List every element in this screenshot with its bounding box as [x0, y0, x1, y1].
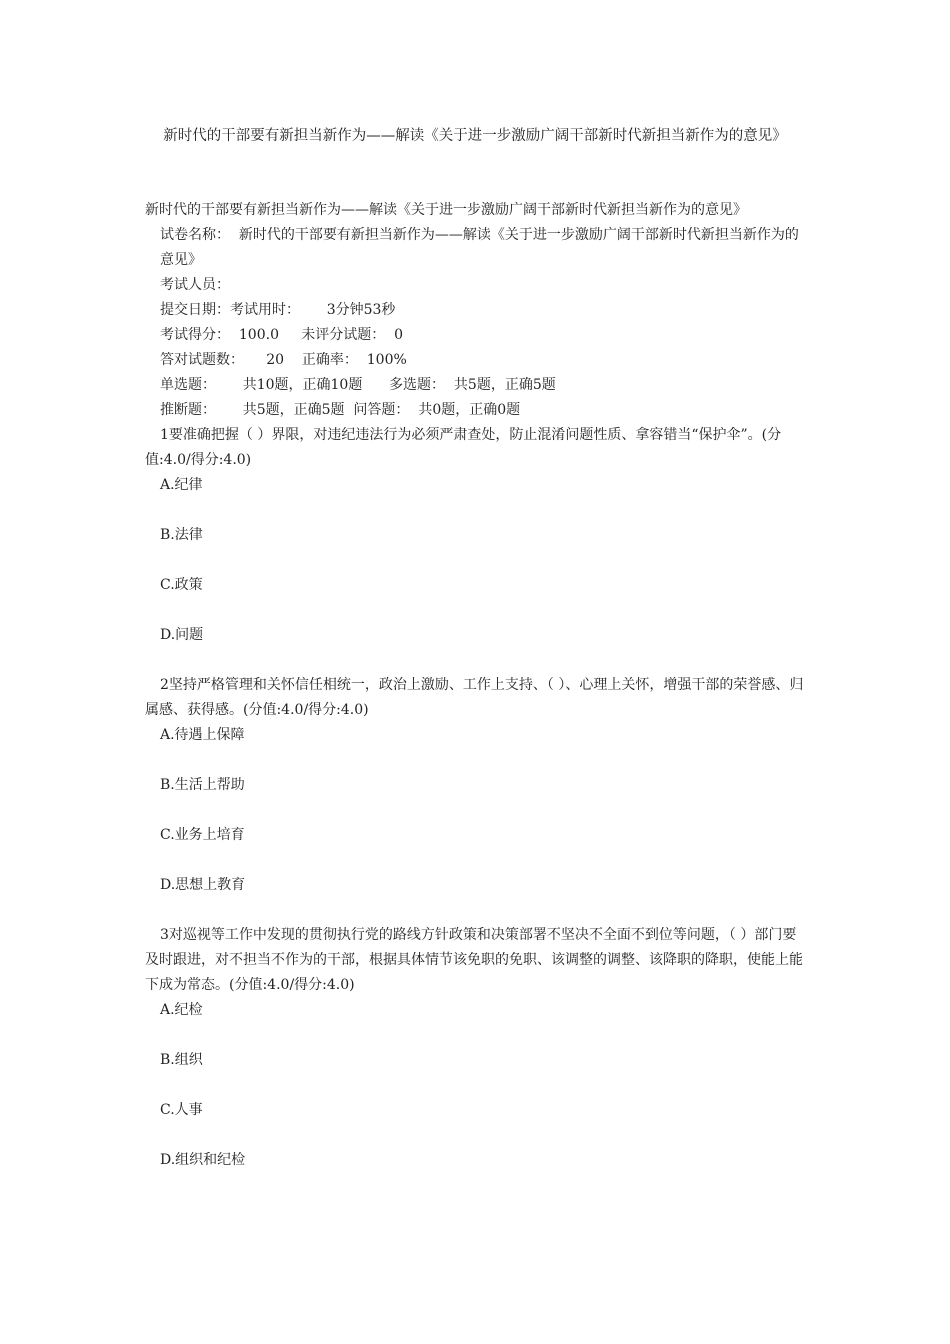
- option-b: B.组织: [160, 1052, 203, 1068]
- question-text: 2坚持严格管理和关怀信任相统一，政治上激励、工作上支持、（ ）、心理上关怀，增强干部的荣誉感、归属感、获得感。(分值:4.0/得分:4.0): [145, 677, 804, 718]
- option-d: D.问题: [160, 627, 204, 643]
- option-a: A.纪检: [160, 1002, 203, 1018]
- question-3: [145, 923, 810, 1173]
- question-1: [145, 423, 810, 648]
- single-multi-choice-line: 单选题： 共10题，正确10题 多选题： 共5题，正确5题: [160, 377, 556, 393]
- examinee-line: 考试人员：: [160, 277, 230, 293]
- option-b: B.法律: [160, 527, 203, 543]
- document-subtitle: 新时代的干部要有新担当新作为——解读《关于进一步激励广阔干部新时代新担当新作为的意见》: [145, 202, 747, 218]
- submit-date-line: 提交日期：考试用时： 3分钟53秒: [160, 302, 396, 318]
- correct-count-line: 答对试题数： 20 正确率： 100%: [160, 352, 407, 368]
- exam-name-line: 试卷名称： 新时代的干部要有新担当新作为——解读《关于进一步激励广阔干部新时代新担当新作为的意见》: [160, 227, 799, 268]
- question-text: 1要准确把握（ ）界限，对违纪违法行为必须严肃查处，防止混淆问题性质、拿容错当“保护伞”。(分值:4.0/得分:4.0): [145, 427, 782, 468]
- option-b: B.生活上帮助: [160, 777, 245, 793]
- judgement-qa-line: 推断题： 共5题，正确5题 问答题： 共0题，正确0题: [160, 402, 521, 418]
- document-body: [145, 198, 810, 1198]
- option-c: C.政策: [160, 577, 203, 593]
- document-title: 新时代的干部要有新担当新作为——解读《关于进一步激励广阔干部新时代新担当新作为的意见》: [163, 128, 787, 144]
- option-c: C.人事: [160, 1102, 203, 1118]
- option-d: D.组织和纪检: [160, 1152, 246, 1168]
- question-2: [145, 673, 810, 898]
- question-text: 3对巡视等工作中发现的贯彻执行党的路线方针政策和决策部署不坚决不全面不到位等问题，（ ）部门要及时跟进，对不担当不作为的干部，根据具体情节该免职的免职、该调整的调整、该降职的降职，使能上能下成为常态。(分值:4.0/得分:4.0): [145, 927, 803, 993]
- score-line: 考试得分： 100.0 未评分试题： 0: [160, 327, 404, 343]
- option-a: A.纪律: [160, 477, 203, 493]
- option-d: D.思想上教育: [160, 877, 246, 893]
- option-a: A.待遇上保障: [160, 727, 245, 743]
- option-c: C.业务上培育: [160, 827, 245, 843]
